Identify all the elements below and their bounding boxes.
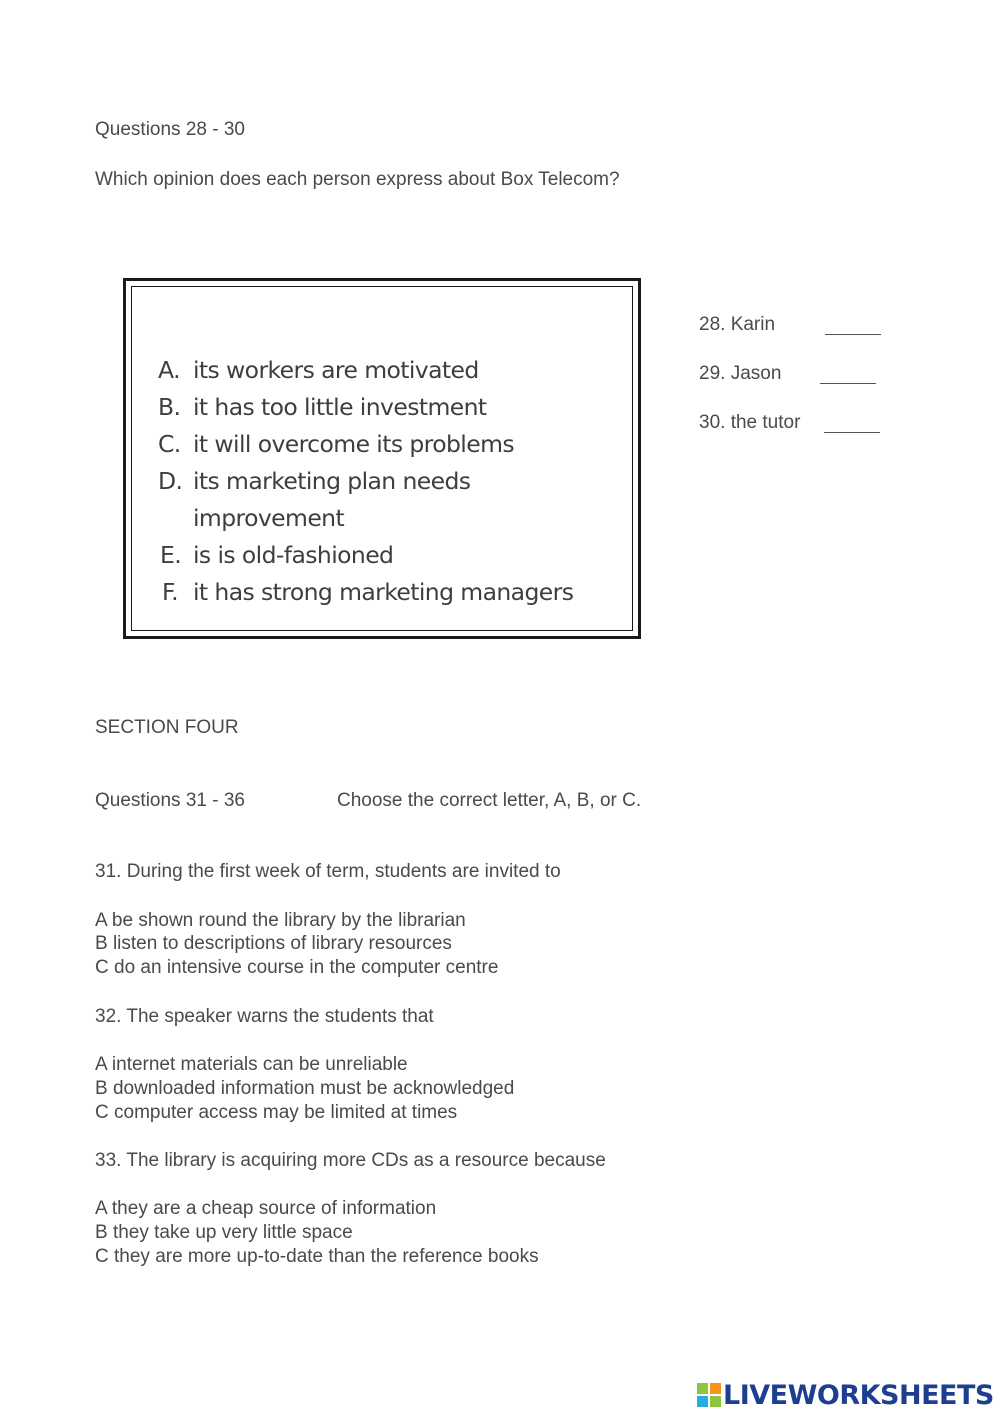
- liveworksheets-logo[interactable]: [697, 1378, 994, 1412]
- question-32-choice-a: A internet materials can be unreliable: [95, 1054, 408, 1075]
- question-32-choice-c: C computer access may be limited at times: [95, 1102, 458, 1123]
- section-title: SECTION FOUR: [95, 717, 239, 738]
- matching-item-29-label: 29. Jason: [699, 363, 782, 384]
- question-32-choice-b: B downloaded information must be acknowledged: [95, 1078, 515, 1099]
- question-32-stem: 32. The speaker warns the students that: [95, 1006, 434, 1027]
- option-d-text: its marketing plan needs: [193, 467, 471, 495]
- question-33-choice-c: C they are more up-to-date than the reference books: [95, 1246, 539, 1267]
- option-a-letter: A.: [158, 356, 180, 384]
- matching-item-30-label: 30. the tutor: [699, 412, 801, 433]
- question-31-choice-c: C do an intensive course in the computer centre: [95, 957, 499, 978]
- option-e-letter: E.: [160, 541, 182, 569]
- option-f-text: it has strong marketing managers: [193, 578, 574, 606]
- question-31-choice-b: B listen to descriptions of library resources: [95, 933, 452, 954]
- section-instruction: Choose the correct letter, A, B, or C.: [337, 790, 642, 811]
- option-d-letter: D.: [158, 467, 183, 495]
- option-c-letter: C.: [158, 430, 181, 458]
- liveworksheets-logo-icon: [697, 1383, 721, 1407]
- questions-28-30-heading: Questions 28 - 30: [95, 119, 245, 140]
- question-33-choice-a: A they are a cheap source of information: [95, 1198, 437, 1219]
- matching-item-28-label: 28. Karin: [699, 314, 776, 335]
- answer-blank-29[interactable]: [820, 383, 876, 384]
- question-31-stem: 31. During the first week of term, students are invited to: [95, 861, 561, 882]
- questions-31-36-heading: Questions 31 - 36: [95, 790, 245, 811]
- option-b-letter: B.: [158, 393, 181, 421]
- liveworksheets-logo-text: LIVEWORKSHEETS: [723, 1379, 994, 1411]
- option-e-text: is is old-fashioned: [193, 541, 394, 569]
- option-f-letter: F.: [162, 578, 179, 606]
- question-33-stem: 33. The library is acquiring more CDs as a resource because: [95, 1150, 606, 1171]
- option-a-text: its workers are motivated: [193, 356, 479, 384]
- question-33-choice-b: B they take up very little space: [95, 1222, 353, 1243]
- options-box: [123, 278, 641, 639]
- option-c-text: it will overcome its problems: [193, 430, 515, 458]
- answer-blank-28[interactable]: [825, 334, 881, 335]
- question-31-choice-a: A be shown round the library by the librarian: [95, 910, 466, 931]
- matching-question-prompt: Which opinion does each person express about Box Telecom?: [95, 169, 620, 190]
- answer-blank-30[interactable]: [824, 432, 880, 433]
- option-b-text: it has too little investment: [193, 393, 487, 421]
- option-d-text-continuation: improvement: [193, 504, 345, 532]
